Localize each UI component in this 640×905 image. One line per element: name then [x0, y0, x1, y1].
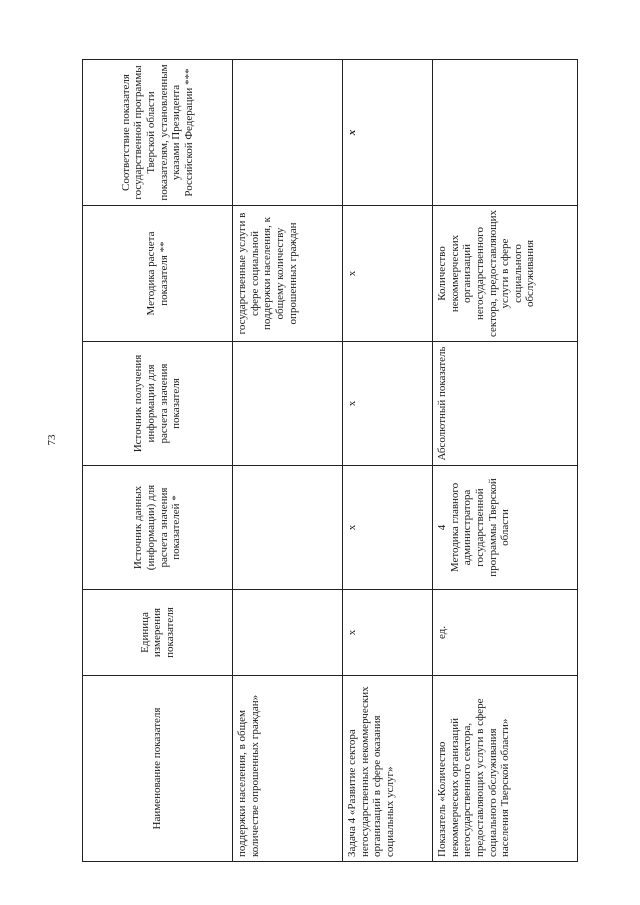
header-name: Наименование показателя	[83, 676, 233, 862]
row-compliance	[233, 60, 343, 206]
row-info-source	[233, 342, 343, 466]
page-number: 73	[46, 434, 58, 446]
header-data-source: Источник данных (информации) для расчета значения показателей *	[83, 466, 233, 590]
row-unit: х	[343, 590, 433, 676]
row-compliance: х	[343, 60, 433, 206]
row-name: Показатель «Количество некоммерческих организаций негосударственного сектора, предоставляющих услуги в сфере социального обслуживания населения Тверской области»	[433, 676, 578, 862]
header-compliance: Соответствие показателя государственной программы Тверской области показателям, установленным указами Президента Российской Федерации ***	[83, 60, 233, 206]
row-method: государственные услуги в сфере социальной поддержки населения, к общему количеству опрошенных граждан	[233, 206, 343, 342]
row-data-source: 4 Методика главного администратора государственной программы Тверской области	[433, 466, 578, 590]
row-unit: ед.	[433, 590, 578, 676]
table-row	[433, 60, 578, 862]
row-data-source: х	[343, 466, 433, 590]
indicator-table-container	[82, 60, 577, 862]
row-name: поддержки населения, в общем количестве опрошенных граждан»	[233, 676, 343, 862]
row-name: Задача 4 «Развитие сектора негосударственных некоммерческих организаций в сфере оказания социальных услуг»	[343, 676, 433, 862]
header-row	[83, 60, 233, 862]
row-method: х	[343, 206, 433, 342]
header-info-source: Источник получения информации для расчета значения показателя	[83, 342, 233, 466]
row-data-source	[233, 466, 343, 590]
table-row	[233, 60, 343, 862]
indicator-table	[82, 59, 578, 862]
row-info-source: Абсолютный показатель	[433, 342, 578, 466]
header-method: Методика расчета показателя **	[83, 206, 233, 342]
row-info-source: х	[343, 342, 433, 466]
table-row	[343, 60, 433, 862]
row-compliance	[433, 60, 578, 206]
row-method: Количество некоммерческих организаций негосударственного сектора, предоставляющих услуги в сфере социального обслуживания	[433, 206, 578, 342]
row-unit	[233, 590, 343, 676]
header-unit: Единица измерения показателя	[83, 590, 233, 676]
